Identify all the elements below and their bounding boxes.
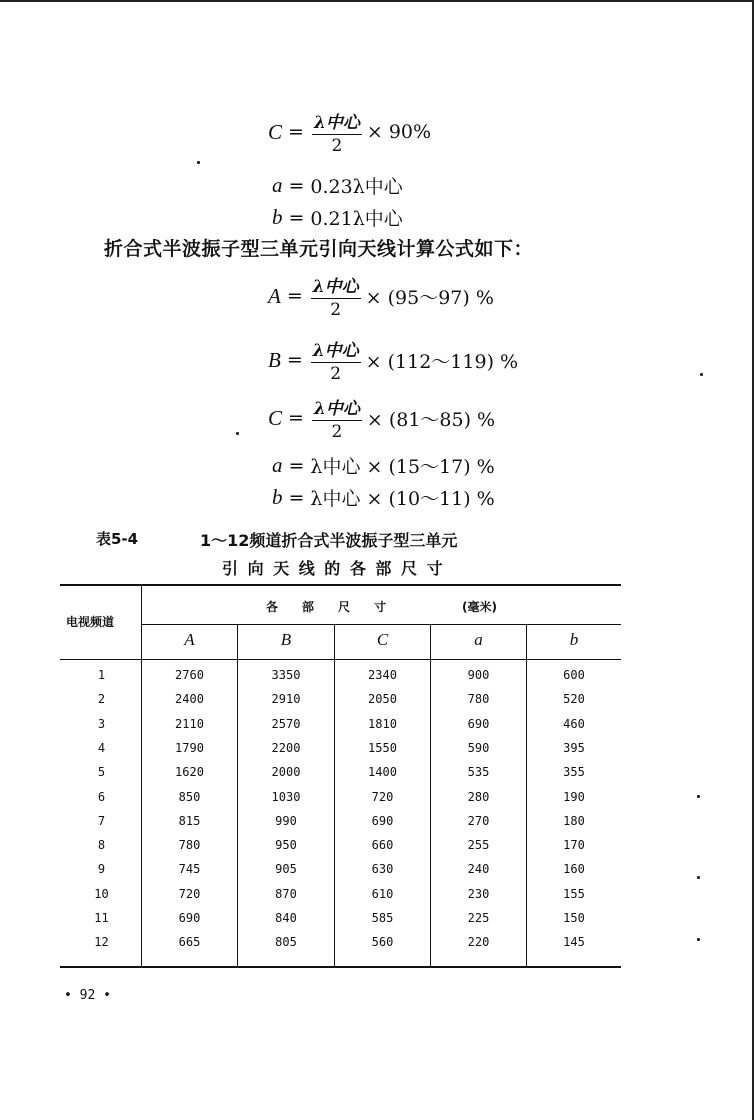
dimension-cell: 2000 bbox=[271, 765, 301, 779]
dimension-cell: 720 bbox=[371, 790, 394, 804]
dimension-cell: 230 bbox=[467, 887, 490, 901]
dimension-cell: 280 bbox=[467, 790, 490, 804]
dimension-cell: 850 bbox=[178, 790, 201, 804]
dimension-cell: 745 bbox=[178, 862, 201, 876]
formula-c-top: C = $\frac{\text{λ中心}}{2}$ × 90% bbox=[268, 108, 435, 156]
dimension-cell: 2570 bbox=[271, 717, 301, 731]
dimension-cell: 665 bbox=[178, 935, 201, 949]
scan-speck bbox=[236, 432, 239, 435]
dimension-cell: 535 bbox=[467, 765, 490, 779]
scan-speck bbox=[697, 938, 700, 941]
dimension-cell: 1620 bbox=[175, 765, 204, 779]
dimension-cell: 805 bbox=[275, 935, 297, 949]
dimension-cell: 190 bbox=[563, 790, 585, 804]
dimension-cell: 900 bbox=[467, 668, 490, 682]
dimension-cell: 145 bbox=[563, 935, 585, 949]
dimension-cell: 160 bbox=[563, 862, 585, 876]
channel-cell: 9 bbox=[97, 862, 106, 876]
channel-cell: 3 bbox=[97, 717, 106, 731]
dimension-cell: 720 bbox=[178, 887, 201, 901]
dimension-cell: 2110 bbox=[175, 717, 204, 731]
unit-label: (毫米) bbox=[462, 600, 497, 614]
table-bottom-rule bbox=[60, 966, 621, 968]
dimension-cell: 2340 bbox=[368, 668, 397, 682]
dimension-cell: 590 bbox=[467, 741, 490, 755]
dimension-cell: 1810 bbox=[368, 717, 397, 731]
formula-a-top: a = 0.23λ中心 bbox=[272, 173, 403, 198]
formula-A: A = $\frac{\text{λ中心}}{2}$ × (95～97) % bbox=[268, 272, 498, 320]
table-top-rule bbox=[60, 584, 621, 586]
dimension-cell: 225 bbox=[467, 911, 490, 925]
dimension-cell: 815 bbox=[178, 814, 201, 828]
channel-cell: 5 bbox=[97, 765, 106, 779]
dimension-cell: 690 bbox=[467, 717, 490, 731]
channel-cell: 7 bbox=[97, 814, 106, 828]
channel-cell: 2 bbox=[97, 692, 106, 706]
column-header-b: b bbox=[569, 630, 579, 649]
dimension-cell: 600 bbox=[563, 668, 585, 682]
dimension-cell: 520 bbox=[563, 692, 585, 706]
dimension-cell: 950 bbox=[275, 838, 297, 852]
dimension-cell: 1400 bbox=[368, 765, 397, 779]
dimension-cell: 2400 bbox=[175, 692, 204, 706]
channel-cell: 4 bbox=[97, 741, 106, 755]
channel-cell: 6 bbox=[97, 790, 106, 804]
dimension-cell: 630 bbox=[371, 862, 394, 876]
dimension-cell: 990 bbox=[275, 814, 297, 828]
dimension-cell: 2910 bbox=[271, 692, 301, 706]
dimension-cell: 3350 bbox=[271, 668, 301, 682]
formula-B: B = $\frac{\text{λ中心}}{2}$ × (112～119) % bbox=[268, 336, 522, 384]
column-header-a: a bbox=[474, 630, 483, 649]
row-header-channel: 电视频道 bbox=[66, 615, 115, 629]
table-title-line1: 1～12频道折合式半波振子型三单元 bbox=[200, 531, 458, 550]
table-title-line2: 引 向 天 线 的 各 部 尺 寸 bbox=[222, 559, 445, 578]
dimension-cell: 780 bbox=[467, 692, 490, 706]
table-subheader-rule bbox=[142, 624, 621, 625]
dimension-cell: 2760 bbox=[175, 668, 204, 682]
dimension-cell: 1030 bbox=[271, 790, 301, 804]
channel-cell: 11 bbox=[94, 911, 109, 925]
dimension-cell: 905 bbox=[275, 862, 297, 876]
scan-speck bbox=[697, 795, 700, 798]
formula-a: a = λ中心 × (15～17) % bbox=[272, 453, 495, 478]
dimension-cell: 1790 bbox=[175, 741, 204, 755]
scan-speck bbox=[700, 373, 703, 376]
paragraph-intro: 折合式半波振子型三单元引向天线计算公式如下： bbox=[104, 238, 534, 260]
scan-speck bbox=[197, 161, 200, 164]
dimension-cell: 610 bbox=[371, 887, 394, 901]
column-header-C: C bbox=[376, 630, 389, 649]
dimension-cell: 240 bbox=[467, 862, 490, 876]
dimension-cell: 560 bbox=[371, 935, 394, 949]
dimension-cell: 870 bbox=[275, 887, 297, 901]
dimension-cell: 2050 bbox=[368, 692, 397, 706]
channel-cell: 8 bbox=[97, 838, 106, 852]
group-header: 各 部 尺 寸 bbox=[266, 600, 387, 614]
table-label: 表5-4 bbox=[96, 530, 139, 548]
dimension-cell: 255 bbox=[467, 838, 490, 852]
dimension-cell: 150 bbox=[563, 911, 585, 925]
dimension-cell: 840 bbox=[275, 911, 297, 925]
scan-border-top bbox=[0, 0, 754, 2]
scan-speck bbox=[697, 876, 700, 879]
dimension-cell: 170 bbox=[563, 838, 585, 852]
dimension-cell: 780 bbox=[178, 838, 201, 852]
dimension-cell: 220 bbox=[467, 935, 490, 949]
dimension-cell: 460 bbox=[563, 717, 585, 731]
dimension-cell: 660 bbox=[371, 838, 394, 852]
table-header-rule bbox=[60, 659, 621, 660]
dimension-cell: 180 bbox=[563, 814, 585, 828]
dimension-cell: 2200 bbox=[271, 741, 301, 755]
page-number: • 92 • bbox=[64, 988, 111, 1003]
dimension-cell: 690 bbox=[178, 911, 201, 925]
dimension-cell: 585 bbox=[371, 911, 394, 925]
dimension-cell: 355 bbox=[563, 765, 585, 779]
channel-cell: 12 bbox=[94, 935, 109, 949]
dimension-cell: 270 bbox=[467, 814, 490, 828]
column-header-B: B bbox=[280, 630, 292, 649]
dimension-cell: 395 bbox=[563, 741, 585, 755]
channel-cell: 10 bbox=[94, 887, 109, 901]
dimension-cell: 690 bbox=[371, 814, 394, 828]
formula-C: C = $\frac{\text{λ中心}}{2}$ × (81～85) % bbox=[268, 394, 499, 442]
dimension-cell: 1550 bbox=[368, 741, 397, 755]
formula-b-top: b = 0.21λ中心 bbox=[272, 205, 403, 230]
column-header-A: A bbox=[184, 630, 195, 649]
formula-b: b = λ中心 × (10～11) % bbox=[272, 485, 495, 510]
dimension-cell: 155 bbox=[563, 887, 585, 901]
channel-cell: 1 bbox=[97, 668, 106, 682]
